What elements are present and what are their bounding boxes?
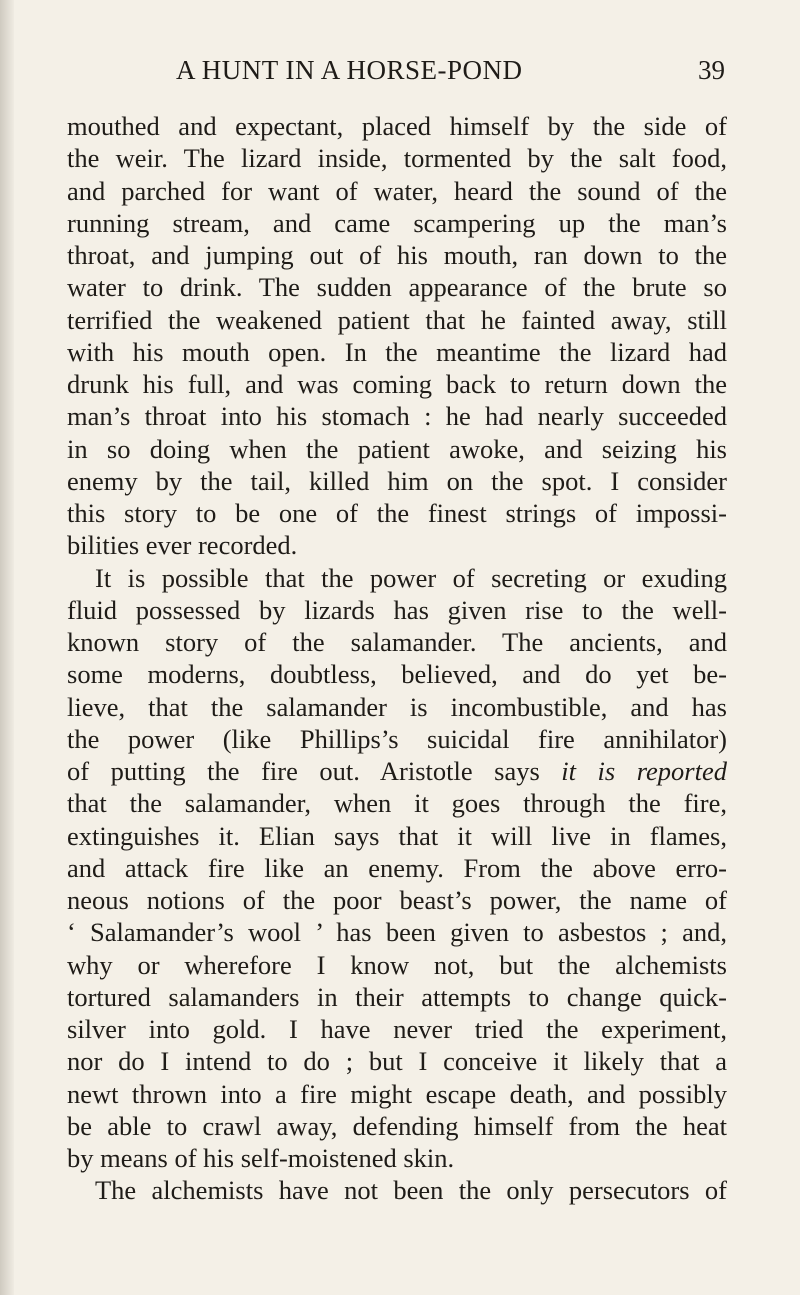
text-line-23: extinguishes it. Elian says that it will live in flames, <box>67 820 727 851</box>
text-line-25: neous notions of the poor beast’s power, the name of <box>67 885 727 915</box>
text-line-32: be able to crawl away, defending himself from the heat <box>67 1110 727 1141</box>
text-line-30: nor do I intend to do ; but I conceive it likely that a <box>67 1046 727 1077</box>
text-line-15: It is possible that the power of secreting or exuding <box>95 562 727 593</box>
text-line-17: known story of the salamander. The ancients, and <box>67 627 727 657</box>
text-line-33: by means of his self-moistened skin. <box>67 1143 455 1173</box>
text-line-22: that the salamander, when it goes through the fire, <box>67 788 727 819</box>
text-line-31: newt thrown into a fire might escape death, and possibly <box>67 1078 727 1109</box>
text-line-21 <box>67 755 727 787</box>
page-header <box>0 52 800 92</box>
text-line-8: with his mouth open. In the meantime the lizard had <box>67 336 727 367</box>
text-line-14: bilities ever recorded. <box>67 530 298 561</box>
body-text <box>67 110 727 1207</box>
text-line-3: and parched for want of water, heard the sound of the <box>67 175 727 206</box>
text-line-4: running stream, and came scampering up the man’s <box>67 207 727 238</box>
text-line-6: water to drink. The sudden appearance of the brute so <box>67 272 727 303</box>
page-number: 39 <box>698 55 725 85</box>
text-line-2: the weir. The lizard inside, tormented by the salt food, <box>67 143 727 174</box>
text-line-27: why or wherefore I know not, but the alchemists <box>67 949 727 980</box>
text-line-16: fluid possessed by lizards has given rise to the well- <box>67 594 727 625</box>
text-line-7: terrified the weakened patient that he fainted away, still <box>67 304 727 335</box>
page-gutter-shadow <box>0 0 14 1295</box>
italic-phrase: it is reported <box>561 756 727 786</box>
text-line-24: and attack fire like an enemy. From the above erro- <box>67 852 727 883</box>
text-line-12: enemy by the tail, killed him on the spot. I consider <box>67 465 727 496</box>
text-line-10: man’s throat into his stomach : he had nearly succeeded <box>67 401 727 432</box>
text-line-13: this story to be one of the finest strings of impossi- <box>67 498 727 528</box>
text-line-21-main: of putting the fire out. Aristotle says <box>67 756 540 786</box>
text-line-5: throat, and jumping out of his mouth, ran down to the <box>67 240 727 270</box>
text-line-34: The alchemists have not been the only persecutors of <box>95 1175 727 1206</box>
text-line-20: the power (like Phillips’s suicidal fire annihilator) <box>67 723 727 754</box>
text-line-29: silver into gold. I have never tried the experiment, <box>67 1014 727 1044</box>
text-line-11: in so doing when the patient awoke, and seizing his <box>67 433 727 464</box>
text-line-28: tortured salamanders in their attempts to change quick- <box>67 981 727 1012</box>
text-line-1: mouthed and expectant, placed himself by the side of <box>67 111 727 141</box>
text-line-18: some moderns, doubtless, believed, and do yet be- <box>67 659 727 690</box>
running-head: A HUNT IN A HORSE-POND <box>176 55 523 85</box>
text-line-26: ‘ Salamander’s wool ’ has been given to asbestos ; and, <box>67 917 727 948</box>
text-line-19: lieve, that the salamander is incombustible, and has <box>67 691 727 722</box>
text-line-9: drunk his full, and was coming back to return down the <box>67 369 727 399</box>
